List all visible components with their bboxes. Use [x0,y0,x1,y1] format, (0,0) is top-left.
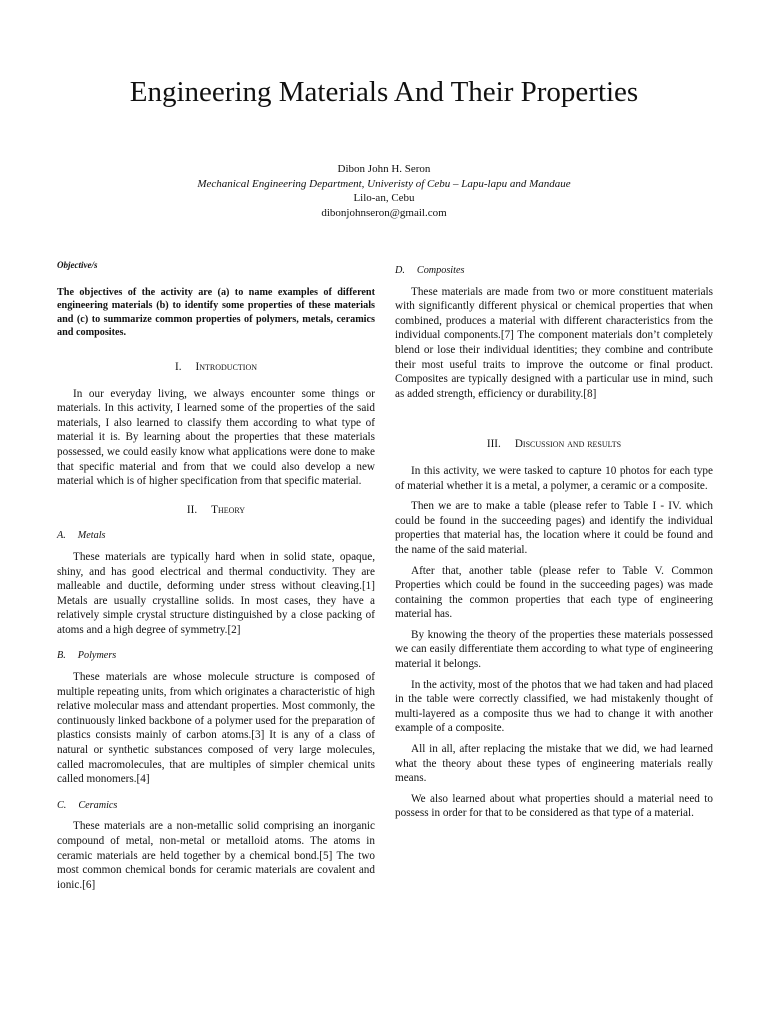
author-location: Lilo-an, Cebu [353,192,415,204]
section-title: Introduction [195,360,258,373]
subsection-title: Polymers [77,650,117,662]
author-email: dibonjohnseron@gmail.com [321,206,447,219]
subsection-heading-ceramics [57,799,375,814]
subsection-letter: C. [57,799,67,811]
section-number: II. [186,503,198,516]
subsection-title: Ceramics [78,799,118,811]
author-name: Dibon John H. Seron [337,163,431,175]
section-heading-discussion [395,437,713,452]
ceramics-paragraph: These materials are a non-metallic solid comprising an inorganic compound of metal, non-metal or metalloid atoms. The atoms in ceramic materials are held together by a chemical bond.[5] The two most common chemical bonds for ceramic materials are covalent and ionic.[6] [57,820,375,891]
objective-text: The objectives of the activity are (a) to name examples of different engineering materials (b) to identify some properties of these materials and (c) to summarize common properties of polymers, metals, ceramics and composites. [57,286,375,339]
subsection-letter: D. [395,265,405,276]
polymers-paragraph: These materials are whose molecule structure is composed of multiple repeating units, from which originates a characteristic of high relative molecular mass and attendant properties. Most commonly, the continuously linked backbone of a polymer used for the preparation of plastics consists mainly of carbon atoms.[3] It is any of a class of natural or synthetic substances composed of very large molecules, called macromolecules, that are multiples of simpler chemical units called monomers.[4] [57,671,375,786]
introduction-paragraph: In our everyday living, we always encounter some things or materials. In this activity, I learned some of the properties of the said materials, I also learned to classify them according to what type of material it is. By learning about the properties that these materials possessed, we could easily know what applications were done to make that specific material and from that we could also develop a new material which is of higher specification from that specific material. [57,387,375,488]
right-column [395,264,713,827]
discussion-paragraph: In the activity, most of the photos that we had taken and had placed in the table were correctly classified, we had mistakenly thought of multi-layered as a composite thus we had to change it with another example of a composite. [395,678,713,735]
left-column [57,258,375,898]
subsection-heading-composites [395,264,713,279]
discussion-paragraph: After that, another table (please refer to Table V. Common Properties which could be found in the succeeding pages) was made containing the common properties that each type of engineering material has. [395,564,713,621]
section-number: III. [486,438,501,451]
author-block [0,162,768,220]
author-affiliation: Mechanical Engineering Department, Univeristy of Cebu – Lapu-lapu and Mandaue [197,177,571,190]
discussion-paragraph: Then we are to make a table (please refer to Table I - IV. which could be found in the succeeding pages) and identify the individual properties that material has, the location where it could be found and the name of the said material. [395,500,713,556]
subsection-title: Composites [416,265,465,276]
subsection-letter: A. [57,530,66,542]
section-heading-theory [57,503,375,518]
metals-paragraph: These materials are typically hard when in solid state, opaque, shiny, and has good electrical and thermal conductivity. They are malleable and ductile, deforming under stress without cleaving.[1] Metals are usually crystalline solids. In most cases, they have a relatively simple crystal structure distinguished by a close packing of atoms and a high degree of symmetry.[2] [57,550,375,636]
discussion-paragraph: We also learned about what properties should a material need to possess in order for that to be considered as that type of a material. [395,792,713,820]
discussion-paragraph: In this activity, we were tasked to capture 10 photos for each type of material whether it is a metal, a polymer, a ceramic or a composite. [395,464,713,492]
section-title: Discussion and results [514,438,622,451]
paper-title: Engineering Materials And Their Properties [129,76,639,108]
discussion-paragraph: By knowing the theory of the properties these materials possessed we can easily differentiate them according to what type of engineering material it belongs. [395,628,713,671]
section-number: I. [174,360,182,373]
discussion-paragraph: All in all, after replacing the mistake that we did, we had learned what the theory about these types of engineering materials really means. [395,743,713,785]
section-title: Theory [211,503,246,516]
subsection-letter: B. [57,650,66,662]
subsection-title: Metals [77,530,106,542]
objective-heading: Objective/s [57,260,98,270]
subsection-heading-polymers [57,649,375,664]
subsection-heading-metals [57,529,375,544]
section-heading-introduction [57,360,375,375]
composites-paragraph: These materials are made from two or more constituent materials with significantly different physical or chemical properties that when combined, produces a material with different characteristics from the individual components.[7] The component materials don’t completely blend or lose their individual identities; they combine and contribute their most useful traits to improve the outcome or final product. Composites are typically designed with a particular use in mind, such as added strength, efficiency or durability.[8] [395,285,713,400]
